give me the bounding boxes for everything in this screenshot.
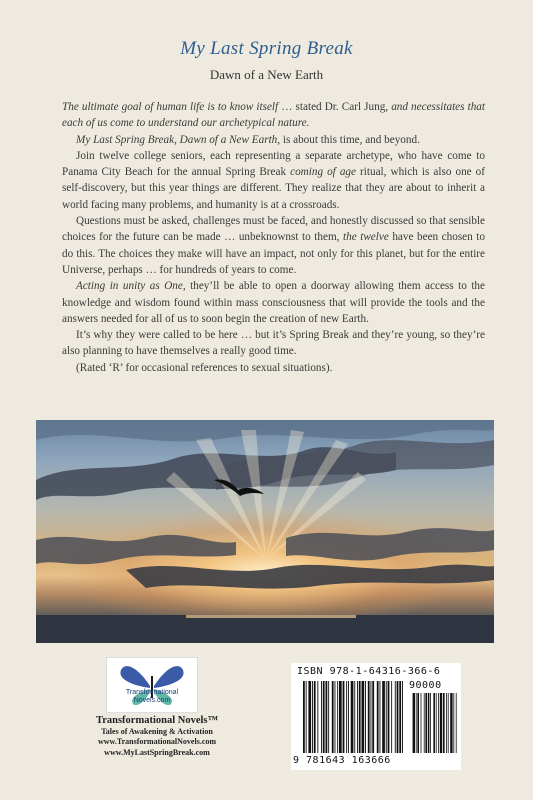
logo-text: Transformational Novels.com — [125, 689, 179, 704]
blurb-paragraph: It’s why they were called to be here … but it’s Spring Break and they’re young, so they’re also planning to have themselves a really good time. — [62, 329, 485, 358]
blurb-paragraph: Acting in unity as One, they’ll be able to open a doorway allowing them access to the knowledge and wisdom found within mass consciousness that will provide the tools and the answers needed for all of us to soon begin the creation of new Earth. — [62, 280, 485, 325]
blurb-paragraph: My Last Spring Break, Dawn of a New Earth, is about this time, and beyond. — [76, 133, 420, 146]
blurb-paragraph: Join twelve college seniors, each representing a separate archetype, who have come to Panama City Beach for the annual Spring Break coming of age ritual, which is also one of self-discovery, but this year things are different. They realize that they are about to inherit a world facing many problems, and humanity is at a crossroads. — [62, 149, 485, 211]
publisher-tagline: Tales of Awakening & Activation — [101, 726, 213, 736]
barcode-digits: 9 781643 163666 — [293, 755, 391, 766]
sunset-photo — [36, 420, 494, 643]
blurb-paragraph: (Rated ‘R’ for occasional references to sexual situations). — [76, 361, 333, 374]
publisher-url: www.TransformationalNovels.com — [97, 737, 217, 746]
publisher-name: Transformational Novels™ — [95, 715, 218, 726]
book-url: www.MyLastSpringBreak.com — [104, 747, 210, 757]
isbn-text: ISBN 978-1-64316-366-6 — [297, 666, 441, 677]
price-code: 90000 — [409, 680, 442, 691]
publisher-info — [62, 716, 252, 758]
blurb-paragraph: Questions must be asked, challenges must be faced, and honestly discussed so that sensible choices for the future can be made … unbeknownst to them, the twelve have been chosen to do this. The choices they make will have an impact, not only for this planet, but for the entire Universe, perhaps … for hundreds of years to come. — [62, 215, 485, 276]
back-cover-blurb — [62, 99, 485, 376]
book-subtitle: Dawn of a New Earth — [209, 67, 324, 82]
book-title: My Last Spring Break — [180, 38, 353, 59]
blurb-paragraph: The ultimate goal of human life is to know itself … stated Dr. Carl Jung, and necessitates that each of us come to understand our archetypical nature. — [62, 101, 485, 130]
publisher-logo — [106, 657, 198, 713]
barcode-bars — [291, 663, 461, 770]
isbn-barcode — [291, 663, 461, 770]
